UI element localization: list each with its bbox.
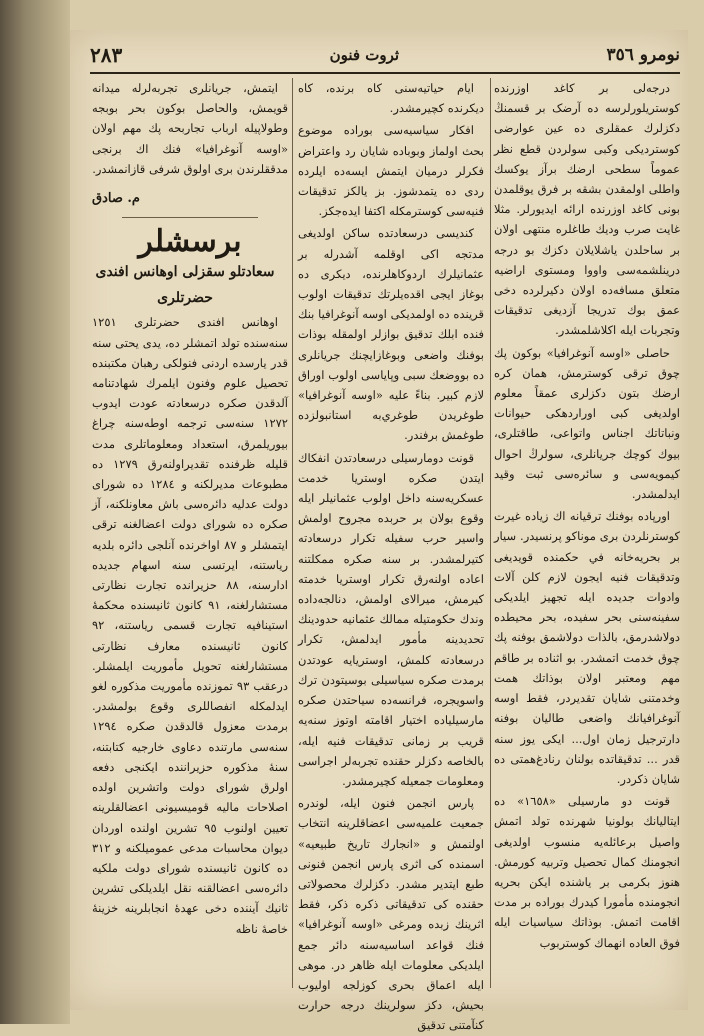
paragraph: قونت دومارسيلى درسعادتدن انفكاك ايتدن صكره اوستريا خدمت عسكريه‌سنه داخل اولوب عثمانيلر ايله وقوع بولان بر حربده مجروح اولمش واسير حرب سفيله تكرار درسعادته كتيرلمشدر. بر سنه صكره ممكلتنه اعاده اولنه‌رق تكرار اوستريا خدمته كيرمش، ميرالاى اولمش، دنالجه‌داده وندك حكومتيله ممالك عثمانيه حدودينك تحديدينه مأمور ايدلمش، تكرار درسعادته كلمش، اوستريايه عودتدن برمدت صكره سياسيلى بوسيتودن ترك واسويجره، فرانسه‌ده سياحتدن صكره مارسيلياده اختيار اقامته اوتوز سنه‌يه قريب بر زمانى تدقيقات فنيه ايله، بالخاصه دكزلر حقنده تجربه‌لر اجراسى ومعلومات جمعيله كچيرمشدر. [298,450,484,788]
section-divider [122,217,258,218]
paragraph: ايتمش، جريانلرى تجربه‌لرله ميدانه قويمش، والحاصل بوكون بحر بوبجه وطولاپيله ارباب تجاربحه پك مهم اولان «اوسه آنوغرافيا» فنك اك برنجى مدققلرندن برى اولوق شرفى قازانمشدر. [92,81,288,176]
header-rule [90,72,680,74]
paragraph: افكار سياسيه‌سى بوراده موضوع بحث اولماز وبوباده شايان رد واعتراض فكرلر درميان ايتمش ايسه‌ده ايلرده ردى ده يتمدشوز. بز يالكز تدقيقات فنيه‌سى كوسترمكله اكتفا ايده‌جكز. [298,123,484,219]
journal-title: ثروت فنون [329,46,400,64]
column-middle [298,78,484,1033]
section-title: برسشلر [138,224,242,260]
book-gutter [0,0,70,1024]
issue-number: نومرو ٣٥٦ [606,45,680,65]
paragraph: اوهانس افندى حضرتلرى ١٢٥١ سنه‌سنده تولد اتمشلر ده، يدى يحتى سنه قدر يارسده اردنى فنولكى رهبان مكتبنده تحصيل علوم وفنون ايلمرك شهادتنامه آلدقدن صكره درسعادته عودت ايدوب ١٢٧٢ سنه‌سى ترجمه اوطه‌سنه چراغ بيوريلمرق، استعداد ومعلوماتلرى مدت قليله ظرفنده تقديراولنه‌رق ١٢٧٩ ده مطبوعات مديرلكنه و ١٢٨٤ ده شوراى دولت عدليه دائره‌سى باش معاونلكنه، آز صكره ده شوراى دولت اعضالغنه ترقى ايتمشلر و ٨٧ اواخرنده آنلجى دائره بلديه رياستنه، ايرتسى سنه اسهام جديده ادارسنه، ٨٨ حزيرانده تجارت نظارتى مستشارلغنه، ٩١ كانون ثانيسنده محكمهٔ استينافيه تجارت قسمى رياستنه، ٩٢ كانون ثانيسنده معارف نظارتى مستشارلغنه تحويل مأموريت ايلمشلر. درعقب ٩٣ تموزنده مأموريت مذكوره لغو ايدلمكله انفصاللرى وقوع بولمشدر. برمدت معزول قالدقدن صكره ١٢٩٤ سنه‌سى مارتنده دعاوى خارجيه كتابتنه، سنهٔ مذكوره حزيراننده ايكنجى دفعه اولرق شوراى دولت واتشرين اولده اصلاحات ماليه قوميسيونى اعضالقلرينه تعيين اولنوب ٩٥ تشرين اولنده اوردان ديوان محاسبات مدعى عموميلكنه و ٣١٢ ده كانون ثانيسنده شوراى دولت ملكيه دائره‌سى اعضالقنه نقل ايلديلكى تشرين ثانيك آيننده دخى عهدهٔ انجابلرينه خزينهٔ خاصهٔ ناظه [92,315,288,936]
portrait-subject-name: سعادتلو سقزلى اوهانس افندى [95,264,275,281]
paragraph: درجه‌لی بر کاغد اوزرنده کوستریلورلرسه ده آرضک بر قسمنڭ دكزلرك عمقلرى ده عين عوارضى كوسترديكى وكبى سولردن قطع نظر عموماً سطحى ارضك برآز يوكسك واطلى اولمقدن بشقه بر فرق يوقلمدن بونى كاغد اوزرنده ارائه ايديورلر. مثلا غايت صرب وديك طاغلره منتهى اولان بر ساحلدن ياشلايلان دكزك بو درجه درينلشمه‌سى واووا ومستوى اراضيه متعلق مسافه‌ده اولان دكيرلرده دخى عمق بوك تدريجا آزديغى تدقيقات وتجربات ايله اكلاشلمشدر. [494,81,680,338]
paragraph: قونت دو مارسيلى «١٦٥٨» ده ايتاليانك بولونيا شهرنده تولد اتمش واصيل برعائله‌يه منسوب اولديغى انجومنك كمال تحصيل وتربيه كورمش. هنوز بكرمى بر ياشنده ايكن بحريه انجومنده مأمورا كيدرك بوراده بر مدت اقامت اتمش. بوذاتك سياسيات ايله فوق العاده انهماك كوستربوب [494,794,680,950]
column-right [494,78,680,993]
paragraph: كنديسى درسعادتده ساكن اولديغى مدتجه اكى اوقلمه آشدرله بر عثمانيلرك اردوكاهلرنده، ديكرى ده بوغاز ايجى اقده‌يلرتك تدقيقات اولوب قرينده ده اولمديكى اوسه آنوغرافيا بنك فنده ابلك تدقيق بوازلر اولمقله بوذات بوفنك واضعى وبوغازايچنك جريانلرى ده بووضعك سبى وپاياسى اولوب اوراق لازم كبير. بناءً عليه «اوسه آنوغرافيا» طوغريدن طوغري‌به استانبولزده طوغمش برفندر. [298,226,484,443]
author-signature: م. صادق [92,191,140,207]
column-left [92,78,288,993]
page-number: ٢٨٣ [90,43,123,67]
paragraph: ايام حياتيه‌سنى كاه برنده، كاه ديكرنده كچيرمشدر. [298,81,484,116]
column-separator [490,78,491,988]
column-separator [292,78,293,988]
paragraph: پارس انجمن فنون ايله، لوندره جمعيت علميه‌سى اعضاقلرينه انتخاب اولنمش و «انجارك تاريخ طبيعيه» اسمنده كى اثرى پارس انجمن فنونى طبع ايتدير مشدر. دكزلرك محصولاتى حقنده كى تدقيقاتى ذكره ذكر، فقط اثرينك زبده ومرغى «اوسه آنوغرافيا» فنك قواعد اساسيه‌سنه دائر جمع ايلديكى معلومات ايله ظاهر در. موهى ايله اعماق بحرى كوزلجه اوليوب بحيش، دكز سولرينك درجه حرارت كنآمتنى تدقيق [298,796,484,1033]
paragraph: حاصلى «اوسه آنوغرافيا» بوكون پك چوق ترقى كوسترمش، همان كره ارضك بتون دكزلرى عمقاً معلوم اولديغى كبى اوراردهكى حيوانات ونباتاتك اجناس واتواعى، طاقتلرى، بيوك كوچك جريانلرى، سولرڭ احوال كيمويه‌سى و سائره‌سى ثبت وقيد ايدلمشدر. [494,345,680,502]
portrait-subject-honorific: حضرتلرى [157,290,213,307]
paragraph: اورپاده بوفنك ترقيانه اك زياده غيرت كوستر‌نلردن برى موناكو پرنسيدر. سيار بر بحريه‌خانه في حكمنده قويديغى وتدقيقات فنيه ايجون لازم كلن آلات وادوات جديده ايله تجهيز ايلديكى سفينه‌سنى بحر سفيده، بحر محيطده دولاشدرمق، بالذات دولاشمق بوفنه پك چوق خدمت اتمشدر. بو اثناده بر طاقم مهم ومعتبر اولان بوذاتك همت وخدمتنى شايان تقديردر، فقط اوسه آنوغرافيانك واضعى طاليان بوفنه دارترجيل زمان اول... ايكى يوز سنه قدر ... تدقيقاتده بولنان رنادغ‌همتى ده شايان ذكردر. [494,509,680,786]
page-header [90,38,680,72]
